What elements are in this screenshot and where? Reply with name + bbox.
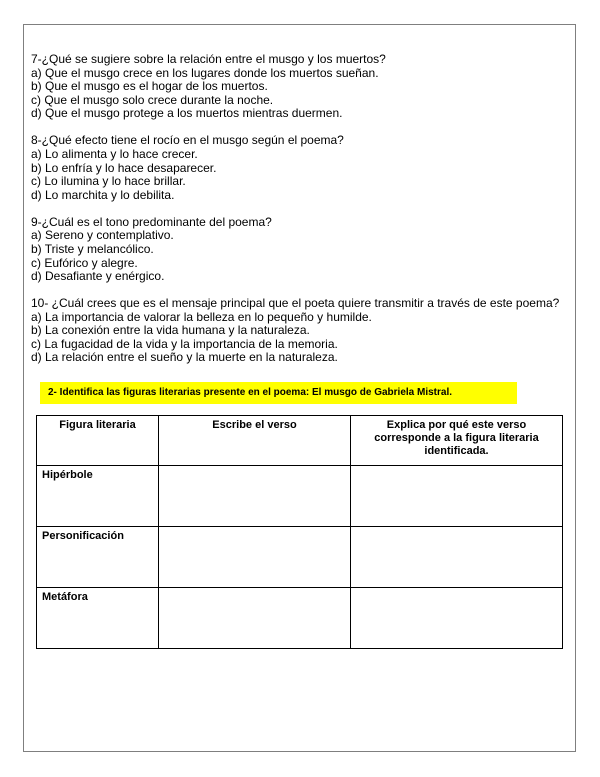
explanation-answer-cell[interactable] [351, 588, 563, 649]
answer-option: c) Que el musgo solo crece durante la noche. [31, 92, 274, 107]
explanation-answer-cell[interactable] [351, 466, 563, 527]
verse-answer-cell[interactable] [159, 527, 351, 588]
question-prompt: 9-¿Cuál es el tono predominante del poema? [31, 214, 272, 229]
question-prompt: 7-¿Qué se sugiere sobre la relación entre el musgo y los muertos? [31, 52, 386, 66]
figure-name-cell: Metáfora [37, 588, 159, 649]
column-header-explanation: Explica por qué este verso corresponde a la figura literaria identificada. [351, 416, 563, 466]
question-9 [31, 216, 571, 284]
answer-option: d) La relación entre el sueño y la muerte en la naturaleza. [31, 350, 338, 365]
answer-option: c) Eufórico y alegre. [31, 255, 138, 270]
table-row [37, 466, 563, 527]
verse-answer-cell[interactable] [159, 466, 351, 527]
questions-list [31, 53, 571, 378]
answer-option: d) Lo marchita y lo debilita. [31, 187, 175, 202]
table-header-row [37, 416, 563, 466]
literary-figures-table [36, 415, 563, 649]
answer-option: c) Lo ilumina y lo hace brillar. [31, 174, 186, 189]
answer-option: a) Lo alimenta y lo hace crecer. [31, 146, 198, 161]
column-header-verse: Escribe el verso [159, 416, 351, 466]
question-prompt: 8-¿Qué efecto tiene el rocío en el musgo según el poema? [31, 133, 344, 148]
question-7 [31, 53, 571, 121]
question-10 [31, 297, 571, 365]
section-2-title: 2- Identifica las figuras literarias presente en el poema: El musgo de Gabriela Mistral. [40, 382, 517, 404]
answer-option: b) Que el musgo es el hogar de los muertos. [31, 79, 268, 94]
question-8 [31, 134, 571, 202]
answer-option: b) Lo enfría y lo hace desaparecer. [31, 160, 217, 175]
figure-name-cell: Hipérbole [37, 466, 159, 527]
verse-answer-cell[interactable] [159, 588, 351, 649]
answer-option: a) Sereno y contemplativo. [31, 228, 174, 243]
answer-option: d) Que el musgo protege a los muertos mientras duermen. [31, 106, 343, 121]
explanation-answer-cell[interactable] [351, 527, 563, 588]
answer-option: a) Que el musgo crece en los lugares donde los muertos sueñan. [31, 65, 379, 80]
answer-option: b) Triste y melancólico. [31, 241, 154, 256]
answer-option: c) La fugacidad de la vida y la importancia de la memoria. [31, 336, 338, 351]
answer-option: b) La conexión entre la vida humana y la naturaleza. [31, 323, 310, 338]
answer-option: a) La importancia de valorar la belleza en lo pequeño y humilde. [31, 309, 372, 324]
figure-name-cell: Personificación [37, 527, 159, 588]
answer-option: d) Desafiante y enérgico. [31, 269, 165, 284]
table-row [37, 527, 563, 588]
column-header-figure: Figura literaria [37, 416, 159, 466]
question-prompt: 10- ¿Cuál crees que es el mensaje principal que el poeta quiere transmitir a través de este poema? [31, 296, 560, 311]
table-row [37, 588, 563, 649]
